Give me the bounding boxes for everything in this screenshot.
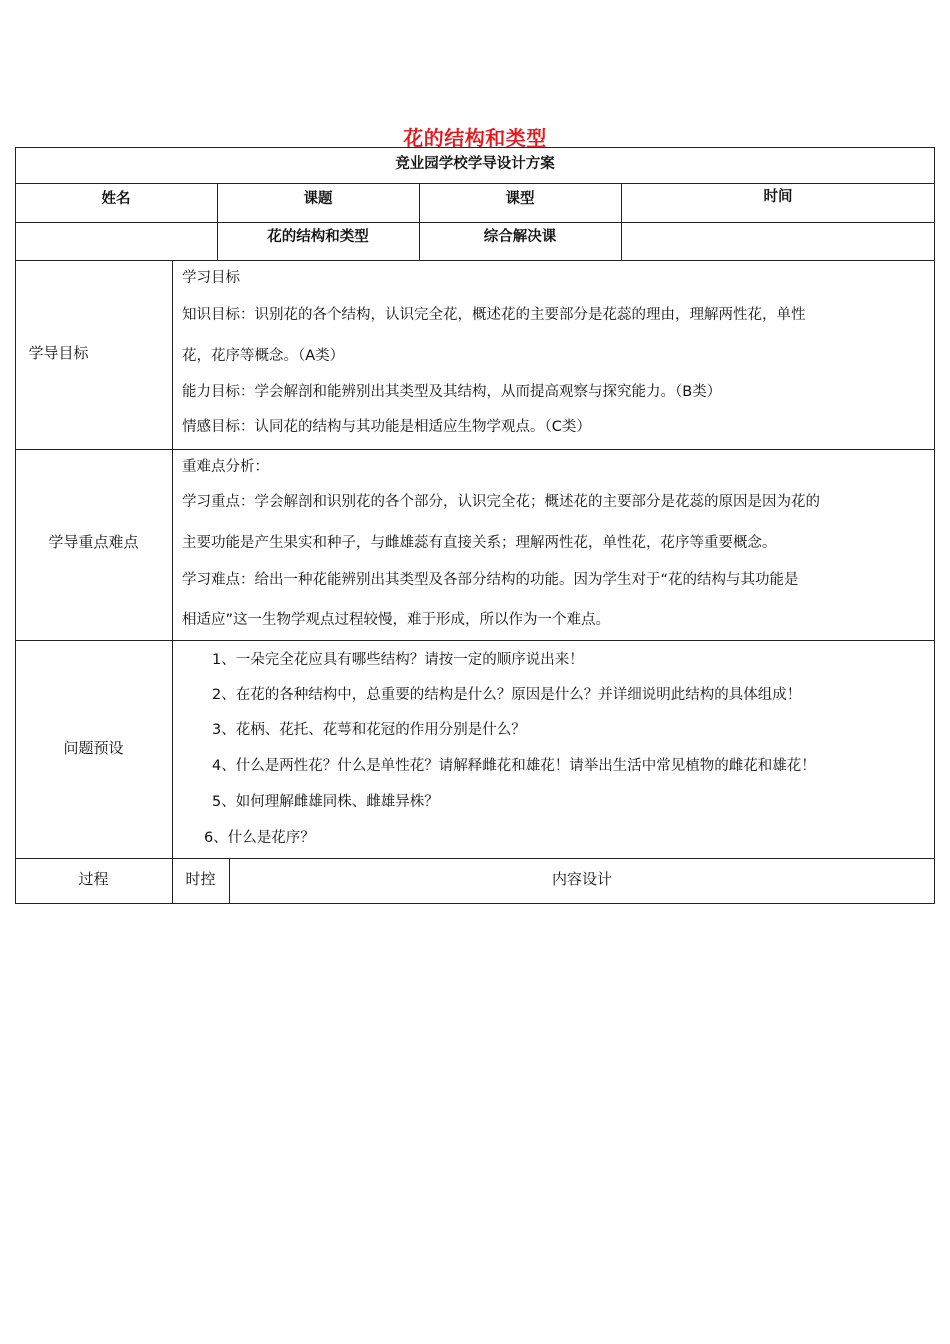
key-points-line: 重难点分析： xyxy=(182,459,269,475)
row-divider xyxy=(15,183,935,184)
row-divider xyxy=(15,858,935,859)
row-divider xyxy=(15,640,935,641)
question-item: 3、花柄、花托、花萼和花冠的作用分别是什么？ xyxy=(212,722,526,738)
question-item: 2、在花的各种结构中，总重要的结构是什么？原因是什么？并详细说明此结构的具体组成！ xyxy=(212,687,802,703)
question-item: 6、什么是花序？ xyxy=(204,830,315,846)
goals-line: 情感目标：认同花的结构与其功能是相适应生物学观点。（C类） xyxy=(182,419,591,435)
content-design-label: 内容设计 xyxy=(551,870,612,888)
goals-line: 能力目标：学会解剖和能辨别出其类型及其结构，从而提高观察与探究能力。（B类） xyxy=(182,384,722,400)
goals-label: 学导目标 xyxy=(28,344,89,362)
key-points-line: 相适应”这一生物学观点过程较慢，难于形成，所以作为一个难点。 xyxy=(182,612,611,628)
row-divider xyxy=(15,222,935,223)
header-lesson-type: 课型 xyxy=(505,191,535,207)
goals-line: 花，花序等概念。（A类） xyxy=(182,348,345,364)
questions-label: 问题预设 xyxy=(63,739,124,757)
key-points-line: 学习难点：给出一种花能辨别出其类型及各部分结构的功能。因为学生对于“花的结构与其功能是 xyxy=(182,572,799,588)
column-divider xyxy=(172,260,173,904)
row-divider xyxy=(15,260,935,261)
table-caption: 竞业园学校学导设计方案 xyxy=(395,156,555,172)
info-topic: 花的结构和类型 xyxy=(267,229,369,245)
question-item: 5、如何理解雌雄同株、雌雄异株？ xyxy=(212,794,439,810)
question-item: 4、什么是两性花？什么是单性花？请解释雌花和雄花！请举出生活中常见植物的雌花和雄花！ xyxy=(212,758,816,774)
header-time: 时间 xyxy=(763,189,793,205)
document-title: 花的结构和类型 xyxy=(403,126,547,150)
goals-line: 知识目标：识别花的各个结构，认识完全花，概述花的主要部分是花蕊的理由，理解两性花，单性 xyxy=(182,307,806,323)
info-lesson-type: 综合解决课 xyxy=(483,229,557,245)
key-points-label: 学导重点难点 xyxy=(48,533,139,551)
question-item: 1、一朵完全花应具有哪些结构？请按一定的顺序说出来！ xyxy=(212,652,584,668)
key-points-line: 主要功能是产生果实和种子，与雌雄蕊有直接关系；理解两性花，单性花，花序等重要概念。 xyxy=(182,535,777,551)
goals-line: 学习目标 xyxy=(182,270,240,286)
row-divider xyxy=(15,449,935,450)
header-topic: 课题 xyxy=(303,191,333,207)
key-points-line: 学习重点：学会解剖和识别花的各个部分，认识完全花；概述花的主要部分是花蕊的原因是因为花的 xyxy=(182,494,820,510)
process-label: 过程 xyxy=(78,870,109,888)
header-name: 姓名 xyxy=(101,191,131,207)
time-control-label: 时控 xyxy=(185,870,216,888)
